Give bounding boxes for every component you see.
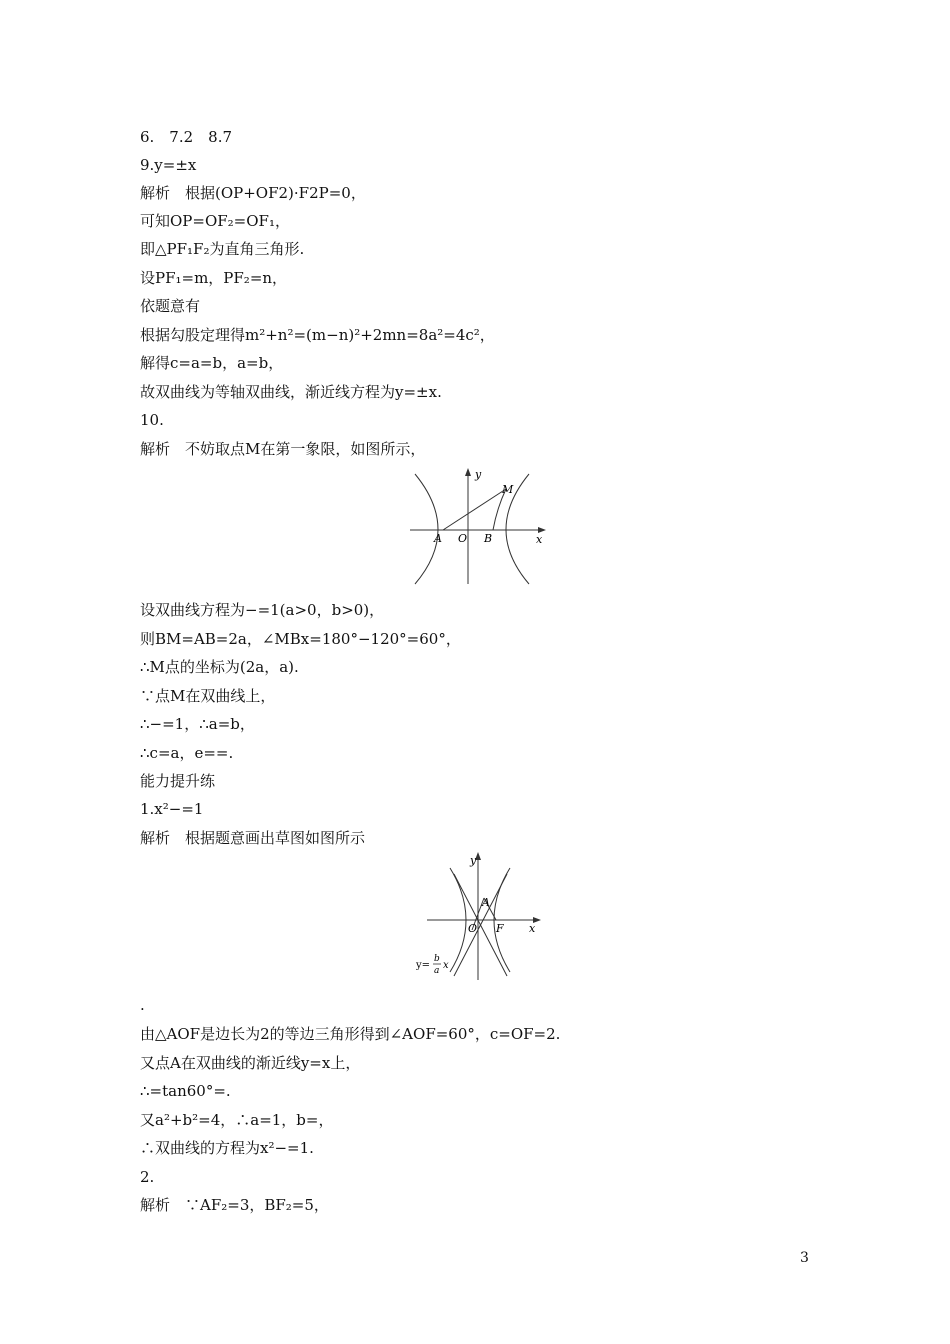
fig1-x-label: x xyxy=(536,533,543,546)
page-number: 3 xyxy=(800,1250,809,1266)
text-line-1: 6. 7.2 8.7 xyxy=(140,128,233,146)
text-line-6: 设PF₁=m，PF₂=n， xyxy=(140,269,288,287)
fig1-m-label: M xyxy=(502,483,514,496)
text-line-7: 依题意有 xyxy=(140,297,201,315)
fig1-b-label: B xyxy=(484,532,493,545)
text-line-17: ∴−=1，∴a=b， xyxy=(140,715,255,733)
text-line-28: 2. xyxy=(140,1168,155,1186)
text-line-16: ∵点M在双曲线上， xyxy=(140,687,276,705)
text-line-8: 根据勾股定理得m²+n²=(m−n)²+2mn=8a²=4c²， xyxy=(140,326,495,344)
fig1-a-label: A xyxy=(434,532,442,545)
text-line-19: 能力提升练 xyxy=(140,772,216,790)
text-line-26: 又a²+b²=4，∴a=1，b=， xyxy=(140,1111,334,1129)
text-line-11: 10. xyxy=(140,411,164,429)
text-line-29: 解析 ∵AF₂=3，BF₂=5， xyxy=(140,1196,329,1214)
text-line-4: 可知OP=OF₂=OF₁， xyxy=(140,212,290,230)
text-line-13: 设双曲线方程为−=1(a>0，b>0)， xyxy=(140,601,385,619)
text-line-22: . xyxy=(140,996,145,1014)
text-line-15: ∴M点的坐标为(2a，a). xyxy=(140,658,299,676)
text-line-21: 解析 根据题意画出草图如图所示 xyxy=(140,829,366,847)
text-line-2: 9.y=±x xyxy=(140,156,197,174)
fig2-a-label: A xyxy=(482,896,490,909)
text-line-9: 解得c=a=b，a=b， xyxy=(140,354,284,372)
text-line-20: 1.x²−=1 xyxy=(140,800,204,818)
fig2-frac-den: a xyxy=(434,966,440,976)
text-line-5: 即△PF₁F₂为直角三角形. xyxy=(140,240,305,258)
hyperbola-figure-1 xyxy=(405,468,550,586)
fig2-asymptote-x: x xyxy=(443,960,449,971)
text-line-25: ∴=tan60°=. xyxy=(140,1082,231,1100)
text-line-18: ∴c=a，e==. xyxy=(140,744,234,762)
fig2-o-label: O xyxy=(468,922,478,935)
text-line-10: 故双曲线为等轴双曲线，渐近线方程为y=±x. xyxy=(140,383,442,401)
fig2-y-label: y xyxy=(470,854,477,867)
text-line-24: 又点A在双曲线的渐近线y=x上， xyxy=(140,1054,361,1072)
text-line-23: 由△AOF是边长为2的等边三角形得到∠AOF=60°，c=OF=2. xyxy=(140,1025,561,1043)
fig1-y-label: y xyxy=(475,468,482,481)
fig2-asymptote-label: y= xyxy=(416,960,431,971)
text-line-12: 解析 不妨取点M在第一象限，如图所示， xyxy=(140,440,426,458)
fig2-frac-num: b xyxy=(434,954,440,964)
text-line-3: 解析 根据(OP+OF2)·F2P=0， xyxy=(140,184,366,202)
hyperbola-figure-2 xyxy=(412,852,542,984)
text-line-27: ∴双曲线的方程为x²−=1. xyxy=(140,1139,314,1157)
text-line-14: 则BM=AB=2a，∠MBx=180°−120°=60°， xyxy=(140,630,461,648)
fig1-o-label: O xyxy=(458,532,468,545)
fig2-f-label: F xyxy=(496,922,504,935)
fig2-x-label: x xyxy=(529,922,536,935)
